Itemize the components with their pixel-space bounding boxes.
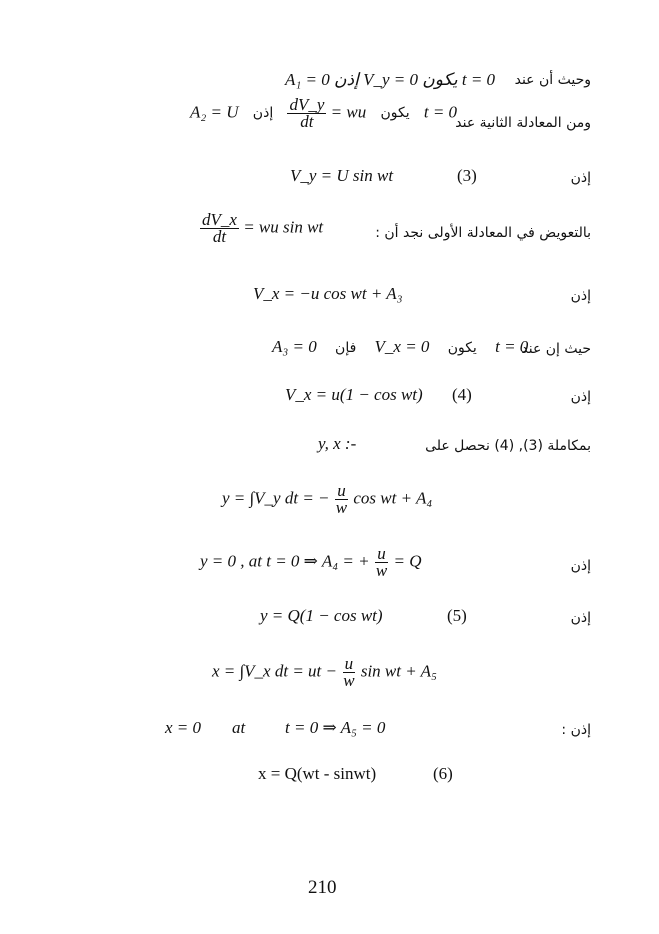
eq-line-13-x0: x = 0 <box>165 718 202 737</box>
equation-number-3: (3) <box>457 166 477 185</box>
eq-line-2-t0: t = 0 <box>423 102 458 122</box>
text-line-6-fainna: فإن <box>335 340 357 356</box>
fraction-dvx-dt: $\frac{dV\_x}{dt}$ <box>202 210 237 246</box>
eq-line-9-left: y = ∫V_y dt = − <box>222 488 330 508</box>
page-number: 210 <box>308 877 337 898</box>
text-line-13: إذن : <box>561 722 591 738</box>
eq-line-3: V_y = U sin wt <box>290 166 394 185</box>
fraction-u-w: $\frac{u}{w}$ <box>335 481 348 517</box>
fraction-u-w-3: $\frac{u}{w}$ <box>343 654 355 690</box>
equation-number-4: (4) <box>452 385 472 404</box>
eq-line-13-t0: t = 0 ⇒ A₅ = 0 <box>285 718 386 737</box>
eq-line-9-right: cos wt + A₄ <box>353 488 433 508</box>
text-line-1: وحيث أن عند <box>514 72 591 88</box>
eq-line-6-t0: t = 0 <box>495 337 529 356</box>
eq-line-13-at: at <box>232 718 246 737</box>
text-line-5: إذن <box>570 288 591 304</box>
text-line-8: بمكاملة (3), (4) نحصل على <box>425 438 591 454</box>
eq-line-10-left: y = 0 , at t = 0 ⇒ A₄ = + <box>200 551 370 571</box>
eq-line-4: = wu sin wt <box>243 217 324 237</box>
eq-line-5: V_x = −u cos wt + A₃ <box>253 284 403 303</box>
eq-line-6-vx: V_x = 0 <box>374 337 430 356</box>
text-line-4: بالتعويض في المعادلة الأولى نجد أن : <box>375 225 591 241</box>
eq-line-12-right: sin wt + A₅ <box>360 661 437 681</box>
text-line-10: إذن <box>570 558 591 574</box>
text-line-2: ومن المعادلة الثانية عند <box>455 115 591 131</box>
text-line-2-yakun: يكون <box>380 105 410 122</box>
eq-line-2-a2: A₂ = U <box>190 102 239 122</box>
eq-line-12-left: x = ∫V_x dt = ut − <box>212 661 337 681</box>
text-line-7: إذن <box>570 389 591 405</box>
eq-line-14: x = Q(wt - sinwt) <box>258 764 377 783</box>
fraction-dvy-dt: $\frac{dV\_y}{dt}$ <box>289 95 325 131</box>
fraction-u-w-2: $\frac{u}{w}$ <box>375 544 388 580</box>
text-line-3: إذن <box>570 170 591 186</box>
eq-line-1: A₁ = 0 إذن V_y = 0 يكون t = 0 <box>285 70 496 89</box>
eq-line-7: V_x = u(1 − cos wt) <box>285 385 423 404</box>
text-line-11: إذن <box>570 610 591 626</box>
eq-line-8: y, x :- <box>318 434 357 453</box>
text-line-6: حيث إن عند <box>521 341 591 357</box>
eq-line-10-right: = Q <box>393 551 422 571</box>
text-line-2-idhan: إذن <box>252 105 274 122</box>
text-line-6-yakun: يكون <box>447 340 477 356</box>
eq-line-11: y = Q(1 − cos wt) <box>260 606 383 625</box>
equation-number-5: (5) <box>447 606 467 625</box>
equation-number-6: (6) <box>433 764 453 783</box>
eq-line-6-a3: A₃ = 0 <box>272 337 317 356</box>
eq-line-2-wu: = wu <box>330 102 367 122</box>
